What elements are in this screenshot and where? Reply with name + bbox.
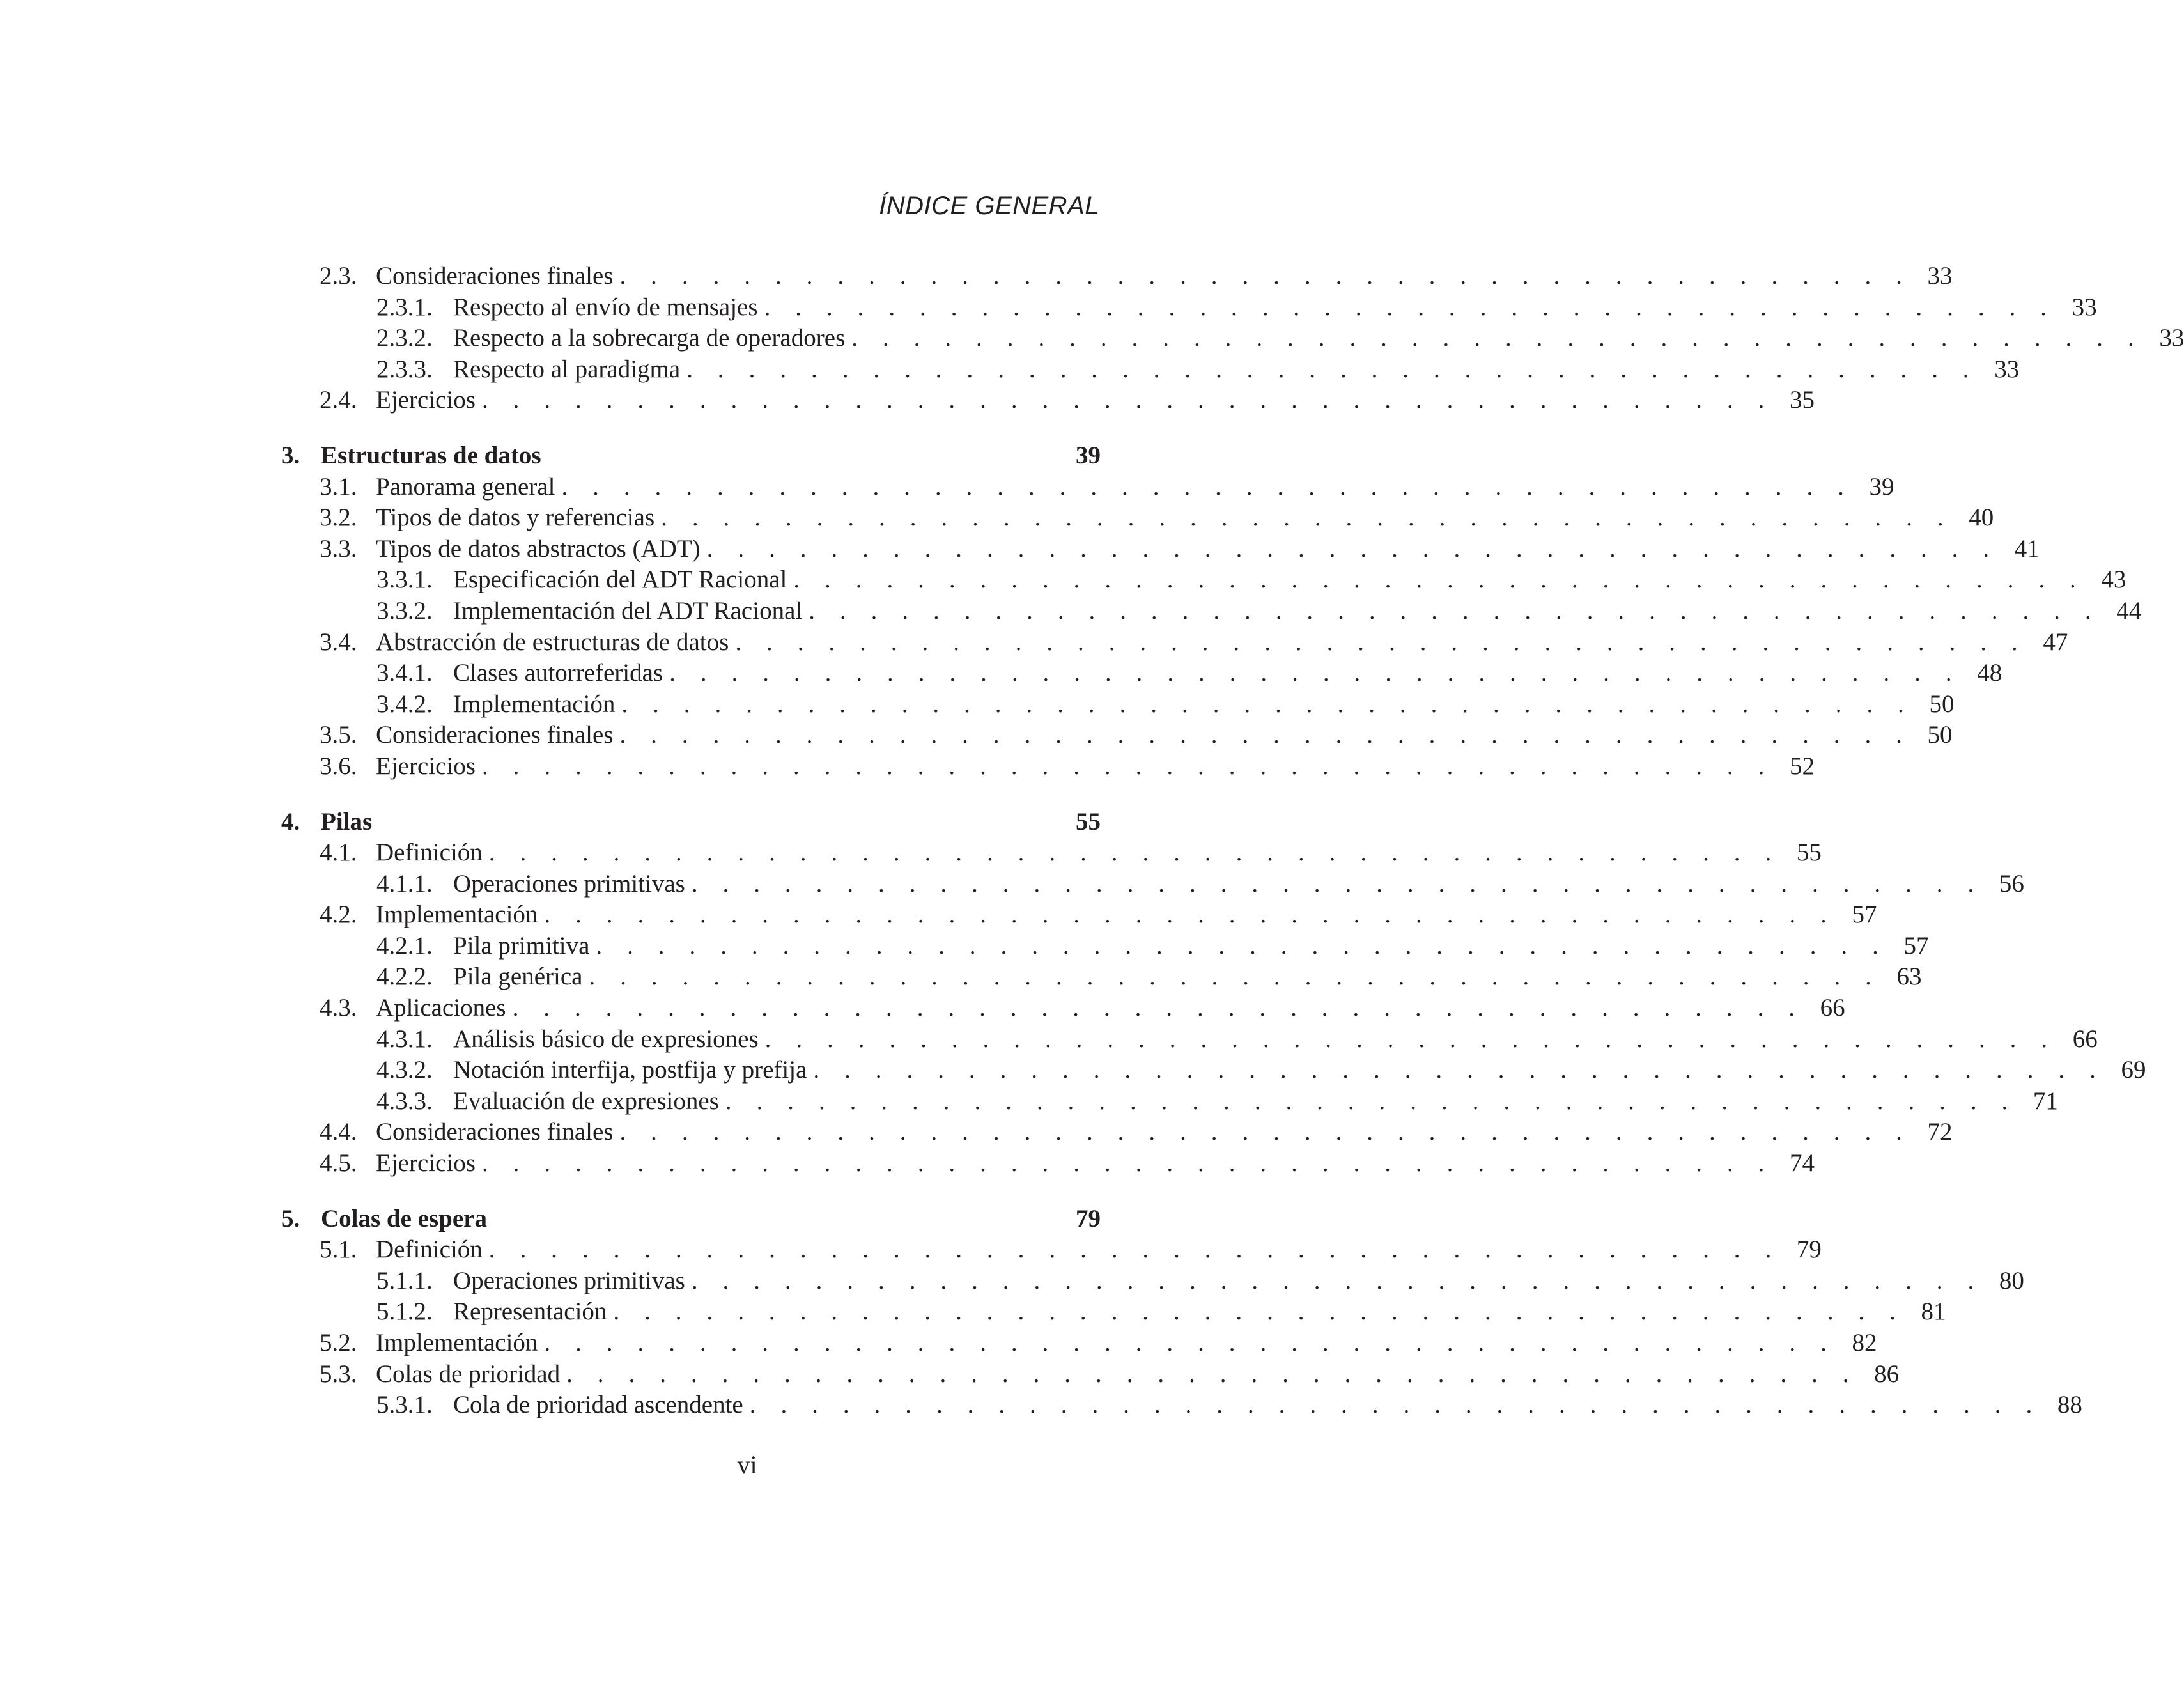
toc-entry-title: Cola de prioridad ascendente — [453, 1390, 750, 1421]
dot-leader: . . . . . . . . . . . . . . . . . . . . . . . . . . . . . . . . . . . . . . . . . . — [749, 1391, 2041, 1419]
toc-entry[interactable] — [279, 1359, 1900, 1390]
toc-entry-number: 4.1. — [320, 839, 357, 867]
dot-leader: . . . . . . . . . . . . . . . . . . . . . . . . . . . . . . . . . . . . . . . . . . — [793, 566, 2086, 594]
dot-leader: . . . . . . . . . . . . . . . . . . . . . . . . . . . . . . . . . . . . . . . . . . — [613, 1298, 1905, 1326]
toc-entry-page: 44 — [2116, 596, 2142, 625]
dot-leader: . . . . . . . . . . . . . . . . . . . . . . . . . . . . . . . . . . . . . . . . . . — [488, 1236, 1781, 1264]
dot-leader: . . . . . . . . . . . . . . . . . . . . . . . . . . . . . . . . . . . . . . . . . . — [706, 534, 1999, 563]
toc-entry-page: 33 — [2072, 293, 2097, 321]
toc-entry-number: 5.1. — [320, 1236, 357, 1264]
toc-entry[interactable] — [279, 1234, 1822, 1266]
toc-entry-title: Operaciones primitivas — [453, 1266, 692, 1297]
toc-entry-title: Pila genérica — [453, 961, 589, 993]
toc-entry-number: 4.2. — [320, 901, 357, 929]
toc-entry-title: Clases autorreferidas — [453, 658, 669, 689]
toc-entry-number: 5.2. — [320, 1329, 357, 1356]
toc-entry-title: Panorama general — [376, 472, 561, 503]
dot-leader: . . . . . . . . . . . . . . . . . . . . . . . . . . . . . . . . . . . . . . . . . . — [691, 869, 1983, 898]
toc-entry-title: Consideraciones finales — [376, 720, 619, 751]
toc-entry-page: 86 — [1874, 1360, 1900, 1388]
toc-entry-page: 79 — [1796, 1236, 1822, 1264]
toc-entry-number: 3.6. — [320, 752, 357, 780]
toc-entry[interactable] — [279, 1055, 2146, 1086]
toc-entry-page: 43 — [2101, 566, 2126, 594]
toc-chapter-heading[interactable] — [279, 1204, 1101, 1235]
toc-entry-page: 41 — [2014, 534, 2040, 563]
toc-entry-number: 5.3.1. — [376, 1391, 433, 1419]
dot-leader: . . . . . . . . . . . . . . . . . . . . . . . . . . . . . . . . . . . . . . . . . . — [589, 963, 1881, 991]
toc-entry-number: 3.4. — [320, 628, 357, 656]
chapter-page: 55 — [1076, 807, 1101, 835]
dot-leader: . . . . . . . . . . . . . . . . . . . . . . . . . . . . . . . . . . . . . . . . . . — [619, 1118, 1912, 1146]
toc-entry-title: Definición — [376, 1234, 489, 1266]
toc-entry-title: Respecto al envío de mensajes — [453, 292, 764, 323]
toc-entry-number: 3.2. — [320, 504, 357, 532]
toc-entry-page: 47 — [2043, 628, 2068, 656]
dot-leader: . . . . . . . . . . . . . . . . . . . . . . . . . . . . . . . . . . . . . . . . . . — [621, 690, 1914, 718]
toc-entry[interactable] — [279, 1086, 2058, 1117]
toc-entry[interactable] — [279, 931, 1929, 962]
toc-entry[interactable] — [279, 869, 2024, 900]
toc-entry-number: 4.3.2. — [376, 1056, 433, 1084]
toc-entry-page: 55 — [1796, 839, 1822, 867]
toc-entry-page: 81 — [1921, 1298, 1946, 1326]
toc-entry-page: 57 — [1903, 931, 1929, 960]
running-head-title: ÍNDICE GENERAL — [879, 192, 1099, 220]
toc-entry-number: 5.1.2. — [376, 1298, 433, 1326]
toc-entry-number: 2.4. — [320, 386, 357, 414]
toc-entry-number: 4.1.1. — [376, 869, 433, 898]
toc-entry-title: Notación interfija, postfija y prefija — [453, 1055, 813, 1086]
toc-entry-title: Representación — [453, 1296, 613, 1328]
toc-entry-page: 48 — [1977, 659, 2002, 687]
toc-entry-title: Implementación — [453, 689, 621, 720]
chapter-number: 4. — [281, 807, 300, 835]
chapter-page: 79 — [1076, 1204, 1101, 1232]
toc-entry[interactable] — [279, 720, 1953, 751]
toc-entry[interactable] — [279, 1390, 2082, 1421]
toc-entry-title: Definición — [376, 837, 489, 869]
toc-entry-page: 74 — [1790, 1149, 1815, 1177]
dot-leader: . . . . . . . . . . . . . . . . . . . . . . . . . . . . . . . . . . . . . . . . . . — [851, 324, 2144, 352]
dot-leader: . . . . . . . . . . . . . . . . . . . . . . . . . . . . . . . . . . . . . . . . . . — [596, 931, 1888, 960]
dot-leader: . . . . . . . . . . . . . . . . . . . . . . . . . . . . . . . . . . . . . . . . . . — [481, 752, 1774, 780]
toc-entry[interactable] — [279, 1117, 1953, 1148]
dot-leader: . . . . . . . . . . . . . . . . . . . . . . . . . . . . . . . . . . . . . . . . . . — [764, 1025, 2057, 1053]
chapter-number: 5. — [281, 1204, 300, 1232]
toc-entry-title: Análisis básico de expresiones — [453, 1024, 765, 1055]
toc-entry-page: 66 — [2072, 1025, 2098, 1053]
toc-entry-title: Ejercicios — [376, 751, 482, 782]
toc-entry[interactable] — [279, 354, 2020, 385]
dot-leader: . . . . . . . . . . . . . . . . . . . . . . . . . . . . . . . . . . . . . . . . . . — [725, 1087, 2017, 1115]
toc-entry[interactable] — [279, 1148, 1815, 1179]
dot-leader: . . . . . . . . . . . . . . . . . . . . . . . . . . . . . . . . . . . . . . . . . . — [686, 355, 1979, 383]
toc-entry-page: 50 — [1927, 721, 1953, 749]
toc-entry-title: Aplicaciones — [376, 993, 513, 1024]
toc-entry-title: Especificación del ADT Racional — [453, 564, 793, 596]
toc-entry-title: Evaluación de expresiones — [453, 1086, 725, 1117]
dot-leader: . . . . . . . . . . . . . . . . . . . . . . . . . . . . . . . . . . . . . . . . . . — [619, 721, 1912, 749]
toc-entry-title: Implementación — [376, 1328, 544, 1359]
toc-entry-page: 80 — [1999, 1266, 2024, 1294]
toc-entry-number: 3.5. — [320, 721, 357, 749]
toc-entry-title: Ejercicios — [376, 385, 482, 416]
toc-entry-page: 33 — [1927, 262, 1953, 290]
dot-leader: . . . . . . . . . . . . . . . . . . . . . . . . . . . . . . . . . . . . . . . . . . — [544, 901, 1836, 929]
toc-entry[interactable] — [279, 323, 2184, 354]
toc-entry[interactable] — [279, 689, 1955, 720]
dot-leader: . . . . . . . . . . . . . . . . . . . . . . . . . . . . . . . . . . . . . . . . . . — [619, 262, 1912, 290]
toc-entry-number: 5.3. — [320, 1360, 357, 1388]
toc-entry-number: 4.2.2. — [376, 963, 433, 991]
toc-entry[interactable] — [279, 1328, 1877, 1359]
toc-entry-number: 2.3. — [320, 262, 357, 290]
dot-leader: . . . . . . . . . . . . . . . . . . . . . . . . . . . . . . . . . . . . . . . . . . — [544, 1329, 1836, 1356]
toc-entry[interactable] — [279, 1296, 1946, 1328]
toc-entry[interactable] — [279, 502, 1994, 534]
toc-entry-number: 3.4.2. — [376, 690, 433, 718]
toc-entry-page: 56 — [1999, 869, 2024, 898]
toc-entry-page: 40 — [1969, 504, 1994, 532]
toc-entry[interactable] — [279, 627, 2068, 658]
toc-entry[interactable] — [279, 596, 2142, 627]
dot-leader: . . . . . . . . . . . . . . . . . . . . . . . . . . . . . . . . . . . . . . . . . . — [764, 293, 2056, 321]
toc-entry-number: 3.3.1. — [376, 566, 433, 594]
toc-entry-page: 88 — [2057, 1391, 2082, 1419]
toc-entry-title: Consideraciones finales — [376, 1117, 619, 1148]
toc-entry-number: 3.4.1. — [376, 659, 433, 687]
toc-entry-page: 52 — [1790, 752, 1815, 780]
toc-entry-title: Tipos de datos abstractos (ADT) — [376, 534, 707, 565]
toc-chapter-heading[interactable] — [279, 807, 1101, 838]
toc-entry-number: 2.3.3. — [376, 355, 433, 383]
toc-entry[interactable] — [279, 993, 1845, 1024]
toc-entry-page: 57 — [1852, 901, 1877, 929]
toc-entry-number: 5.1.1. — [376, 1266, 433, 1294]
toc-entry-page: 66 — [1820, 994, 1845, 1022]
toc-entry[interactable] — [279, 899, 1877, 931]
dot-leader: . . . . . . . . . . . . . . . . . . . . . . . . . . . . . . . . . . . . . . . . . . — [661, 504, 1953, 532]
toc-entry-number: 3.3. — [320, 534, 357, 563]
chapter-page: 39 — [1076, 441, 1101, 469]
toc-entry[interactable] — [279, 658, 2002, 689]
dot-leader: . . . . . . . . . . . . . . . . . . . . . . . . . . . . . . . . . . . . . . . . . . — [735, 628, 2027, 656]
toc-entry-number: 4.5. — [320, 1149, 357, 1177]
toc-entry[interactable] — [279, 1024, 2098, 1055]
toc-entry-title: Implementación — [376, 899, 544, 931]
toc-entry-number: 4.3. — [320, 994, 357, 1022]
toc-chapter-heading[interactable] — [279, 440, 1101, 472]
toc-entry[interactable] — [279, 564, 2126, 596]
dot-leader: . . . . . . . . . . . . . . . . . . . . . . . . . . . . . . . . . . . . . . . . . . — [813, 1056, 2105, 1084]
toc-entry-title: Ejercicios — [376, 1148, 482, 1179]
toc-entry-title: Colas de prioridad — [376, 1359, 566, 1390]
toc-entry-number: 4.3.3. — [376, 1087, 433, 1115]
chapter-title: Pilas — [321, 807, 372, 838]
toc-entry[interactable] — [279, 534, 2040, 565]
dot-leader: . . . . . . . . . . . . . . . . . . . . . . . . . . . . . . . . . . . . . . . . . . — [669, 659, 1962, 687]
toc-entry-page: 35 — [1790, 386, 1815, 414]
toc-entry[interactable] — [279, 472, 1894, 503]
toc-entry-page: 39 — [1869, 472, 1894, 501]
toc-entry-title: Operaciones primitivas — [453, 869, 692, 900]
table-of-contents — [279, 261, 2184, 1421]
chapter-title: Estructuras de datos — [321, 440, 541, 472]
toc-entry-page: 50 — [1929, 690, 1955, 718]
toc-entry-number: 4.3.1. — [376, 1025, 433, 1053]
toc-entry-number: 3.1. — [320, 472, 357, 501]
toc-entry-title: Implementación del ADT Racional — [453, 596, 809, 627]
dot-leader: . . . . . . . . . . . . . . . . . . . . . . . . . . . . . . . . . . . . . . . . . . — [809, 596, 2101, 625]
toc-entry[interactable] — [279, 751, 1815, 782]
page-number: vi — [737, 1450, 757, 1479]
toc-entry-number: 2.3.1. — [376, 293, 433, 321]
toc-entry-number: 3.3.2. — [376, 596, 433, 625]
dot-leader: . . . . . . . . . . . . . . . . . . . . . . . . . . . . . . . . . . . . . . . . . . — [691, 1266, 1983, 1294]
toc-entry-page: 72 — [1927, 1118, 1953, 1146]
toc-entry-page: 33 — [2159, 324, 2184, 352]
dot-leader: . . . . . . . . . . . . . . . . . . . . . . . . . . . . . . . . . . . . . . . . . . — [481, 386, 1774, 414]
toc-entry-page: 33 — [1994, 355, 2020, 383]
chapter-title: Colas de espera — [321, 1204, 487, 1235]
toc-entry[interactable] — [279, 961, 1922, 993]
toc-entry-number: 4.2.1. — [376, 931, 433, 960]
toc-entry-title: Pila primitiva — [453, 931, 596, 962]
chapter-number: 3. — [281, 441, 300, 469]
dot-leader: . . . . . . . . . . . . . . . . . . . . . . . . . . . . . . . . . . . . . . . . . . — [561, 472, 1854, 501]
toc-entry[interactable] — [279, 261, 1953, 292]
toc-entry-page: 69 — [2121, 1056, 2146, 1084]
toc-entry-number: 2.3.2. — [376, 324, 433, 352]
dot-leader: . . . . . . . . . . . . . . . . . . . . . . . . . . . . . . . . . . . . . . . . . . — [481, 1149, 1774, 1177]
toc-entry[interactable] — [279, 385, 1815, 416]
toc-entry[interactable] — [279, 1266, 2024, 1297]
toc-entry-page: 63 — [1896, 963, 1922, 991]
toc-entry-number: 4.4. — [320, 1118, 357, 1146]
dot-leader: . . . . . . . . . . . . . . . . . . . . . . . . . . . . . . . . . . . . . . . . . . — [512, 994, 1804, 1022]
toc-entry[interactable] — [279, 292, 2097, 323]
toc-entry-page: 71 — [2033, 1087, 2058, 1115]
toc-entry[interactable] — [279, 837, 1822, 869]
dot-leader: . . . . . . . . . . . . . . . . . . . . . . . . . . . . . . . . . . . . . . . . . . — [488, 839, 1781, 867]
dot-leader: . . . . . . . . . . . . . . . . . . . . . . . . . . . . . . . . . . . . . . . . . . — [566, 1360, 1859, 1388]
toc-entry-title: Respecto a la sobrecarga de operadores — [453, 323, 851, 354]
toc-entry-title: Respecto al paradigma — [453, 354, 686, 385]
toc-entry-title: Tipos de datos y referencias — [376, 502, 661, 534]
toc-entry-title: Abstracción de estructuras de datos — [376, 627, 735, 658]
toc-entry-title: Consideraciones finales — [376, 261, 619, 292]
toc-entry-page: 82 — [1852, 1329, 1877, 1356]
